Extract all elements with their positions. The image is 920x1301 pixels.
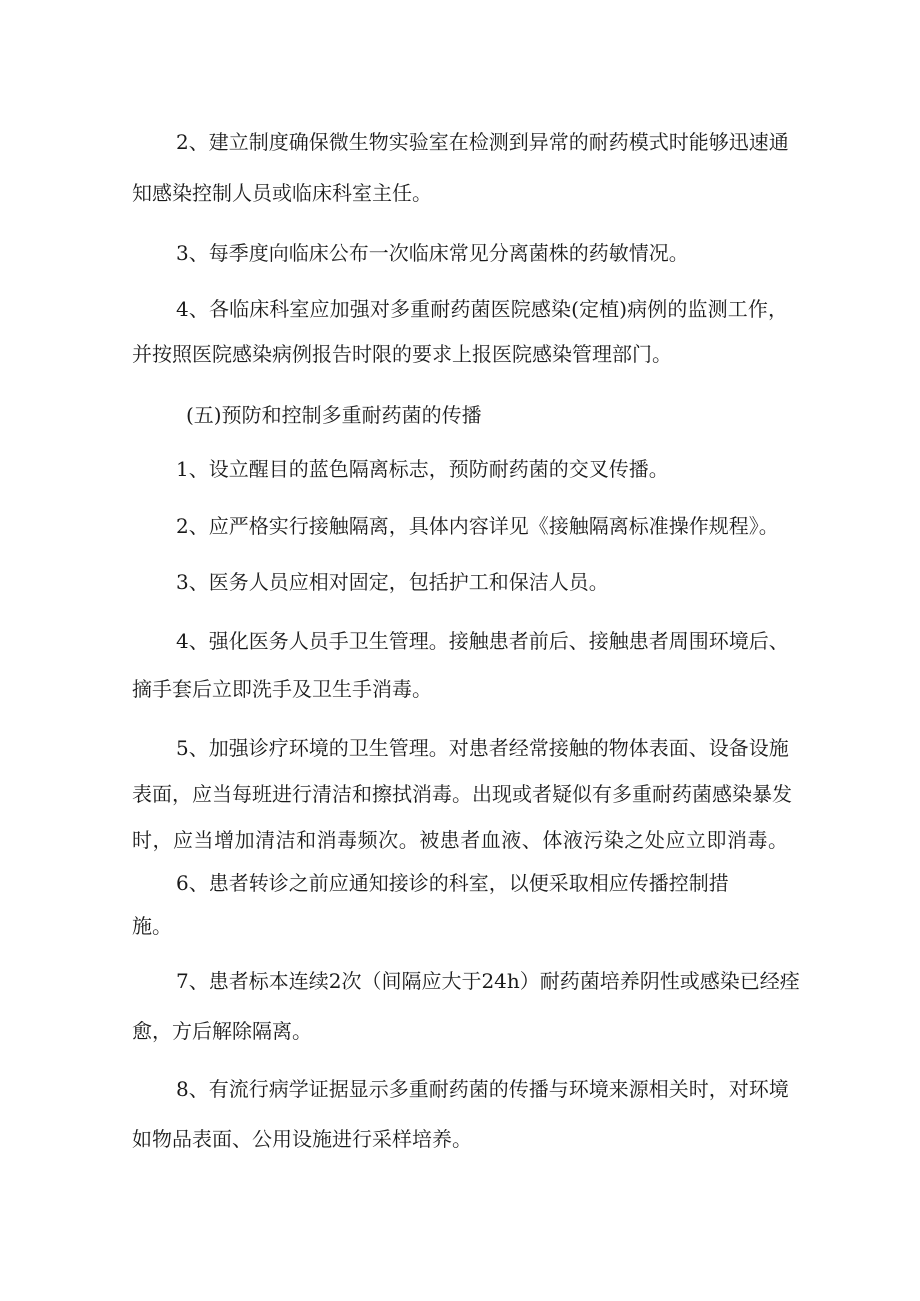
item-2: 2、应严格实行接触隔离，具体内容详见《接触隔离标准操作规程》。 xyxy=(176,514,779,538)
item-5-line-2: 表面，应当每班进行清洁和擦拭消毒。出现或者疑似有多重耐药菌感染暴发 xyxy=(132,782,792,806)
item-6-line-1: 6、患者转诊之前应通知接诊的科室，以便采取相应传播控制措 xyxy=(176,871,729,895)
item-8-line-2: 如物品表面、公用设施进行采样培养。 xyxy=(132,1127,472,1151)
item-3: 3、医务人员应相对固定，包括护工和保洁人员。 xyxy=(176,570,609,594)
item-7-line-2: 愈，方后解除隔离。 xyxy=(132,1019,312,1043)
item-4-line-2: 摘手套后立即洗手及卫生手消毒。 xyxy=(132,677,432,701)
item-1: 1、设立醒目的蓝色隔离标志，预防耐药菌的交叉传播。 xyxy=(176,457,669,481)
paragraph-2-line-2: 知感染控制人员或临床科室主任。 xyxy=(132,181,432,205)
paragraph-4-line-2: 并按照医院感染病例报告时限的要求上报医院感染管理部门。 xyxy=(132,342,672,366)
item-6-line-2: 施。 xyxy=(132,914,172,938)
item-5-line-1: 5、加强诊疗环境的卫生管理。对患者经常接触的物体表面、设备设施 xyxy=(176,736,789,760)
item-5-line-3: 时，应当增加清洁和消毒频次。被患者血液、体液污染之处应立即消毒。 xyxy=(132,828,788,852)
paragraph-4-line-1: 4、各临床科室应加强对多重耐药菌医院感染(定植)病例的监测工作， xyxy=(176,297,788,321)
item-4-line-1: 4、强化医务人员手卫生管理。接触患者前后、接触患者周围环境后、 xyxy=(176,629,789,653)
paragraph-2-line-1: 2、建立制度确保微生物实验室在检测到异常的耐药模式时能够迅速通 xyxy=(176,130,789,154)
item-7-line-1: 7、患者标本连续2次（间隔应大于24h）耐药菌培养阴性或感染已经痊 xyxy=(176,969,800,993)
item-8-line-1: 8、有流行病学证据显示多重耐药菌的传播与环境来源相关时，对环境 xyxy=(176,1077,789,1101)
section-heading: (五)预防和控制多重耐药菌的传播 xyxy=(186,403,482,427)
paragraph-3-line-1: 3、每季度向临床公布一次临床常见分离菌株的药敏情况。 xyxy=(176,241,689,265)
